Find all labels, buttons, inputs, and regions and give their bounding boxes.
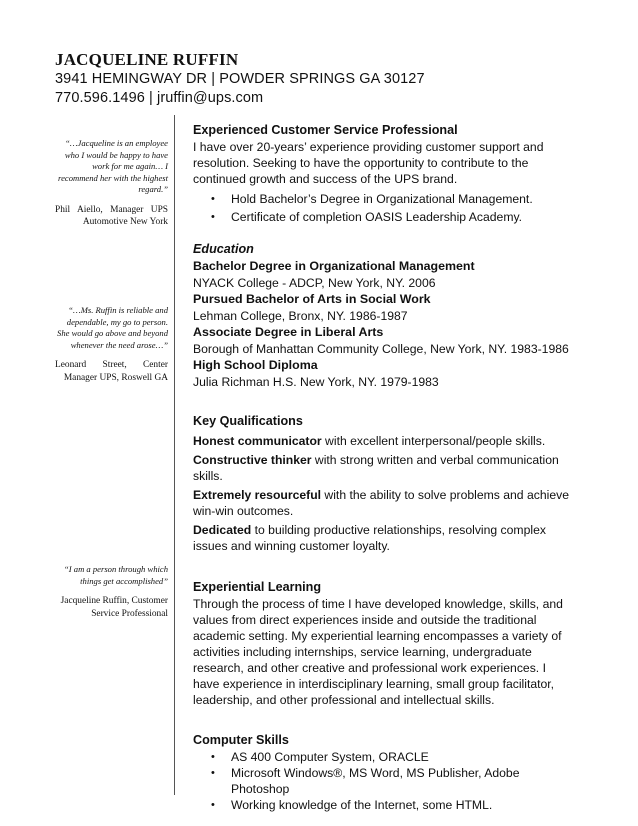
qualification-lead: Extremely resourceful: [193, 488, 322, 502]
testimonial-3: [55, 564, 168, 620]
education-section: [193, 241, 573, 390]
testimonial-1: [55, 138, 168, 229]
computer-skills-bullets: [193, 749, 573, 813]
qualification-detail: with strong written and verbal communication skills.: [193, 453, 559, 483]
qualifications-section: [193, 413, 573, 554]
testimonial-attribution: Jacqueline Ruffin, Customer Service Professional: [60, 596, 168, 619]
summary-text: I have over 20-years’ experience providing customer support and resolution. Seeking to have the opportunity to contribute to the continued growth and success of the UPS brand.: [193, 140, 544, 186]
resume-header: [55, 50, 425, 108]
list-item: • Hold Bachelor’s Degree in Organizational Management.: [193, 190, 573, 208]
testimonial-2: [55, 305, 168, 384]
list-item: • Microsoft Windows®, MS Word, MS Publisher, Adobe Photoshop: [193, 765, 573, 797]
degree-name: Pursued Bachelor of Arts in Social Work: [193, 292, 431, 306]
qualification-item: [193, 452, 573, 484]
school-line: Borough of Manhattan Community College, New York, NY. 1983-1986: [193, 342, 569, 356]
qualification-lead: Dedicated: [193, 523, 252, 537]
qualification-detail: with excellent interpersonal/people skills.: [321, 434, 546, 448]
experiential-text: Through the process of time I have developed knowledge, skills, and values from direct experiences inside and outside the traditional academic setting. My experiential learning encompasses a variety of activities including internships, service learning, undergraduate research, and other creative and professional work experiences. I have experience in interdisciplinary learning, small group facilitator, leadership, and other professional and intellectual skills.: [193, 597, 563, 707]
qualification-detail: with the ability to solve problems and achieve win-win outcomes.: [193, 488, 569, 518]
computer-skills-section: [193, 732, 573, 813]
summary-bullets: [193, 190, 573, 226]
education-title: Education: [193, 242, 254, 256]
candidate-name: JACQUELINE RUFFIN: [55, 50, 239, 69]
summary-title: Experienced Customer Service Professional: [193, 123, 458, 137]
qualification-item: [193, 487, 573, 519]
address-line: 3941 HEMINGWAY DR | POWDER SPRINGS GA 30127: [55, 71, 425, 87]
testimonial-attribution: Leonard Street, Center Manager UPS, Roswell GA: [55, 360, 168, 383]
degree-name: Associate Degree in Liberal Arts: [193, 325, 384, 339]
qualifications-title: Key Qualifications: [193, 414, 303, 428]
qualification-item: [193, 433, 573, 449]
computer-skills-title: Computer Skills: [193, 733, 289, 747]
list-item: • AS 400 Computer System, ORACLE: [193, 749, 573, 765]
testimonial-quote: “…Jacqueline is an employee who I would be happy to have work for me again… I recommend her with the highest regard.”: [58, 138, 168, 194]
school-line: Julia Richman H.S. New York, NY. 1979-1983: [193, 375, 439, 389]
list-item: • Working knowledge of the Internet, some HTML.: [193, 797, 573, 813]
testimonial-quote: “…Ms. Ruffin is reliable and dependable, my go to person. She would go above and beyond whenever the need arose…”: [57, 305, 168, 350]
experiential-title: Experiential Learning: [193, 580, 322, 594]
vertical-divider: [174, 115, 175, 795]
qualification-lead: Honest communicator: [193, 434, 322, 448]
testimonial-attribution: Phil Aiello, Manager UPS Automotive New York: [55, 204, 168, 227]
school-line: Lehman College, Bronx, NY. 1986-1987: [193, 309, 408, 323]
degree-name: Bachelor Degree in Organizational Management: [193, 259, 475, 273]
summary-section: [193, 122, 573, 226]
school-line: NYACK College - ADCP, New York, NY. 2006: [193, 276, 436, 290]
contact-line: 770.596.1496 | jruffin@ups.com: [55, 90, 264, 106]
qualification-item: [193, 522, 573, 554]
list-item: • Certificate of completion OASIS Leadership Academy.: [193, 208, 573, 226]
qualification-lead: Constructive thinker: [193, 453, 312, 467]
experiential-section: [193, 579, 573, 708]
qualification-detail: to building productive relationships, resolving complex issues and winning customer loyalty.: [193, 523, 546, 553]
testimonial-quote: “I am a person through which things get accomplished”: [63, 564, 168, 586]
degree-name: High School Diploma: [193, 358, 318, 372]
